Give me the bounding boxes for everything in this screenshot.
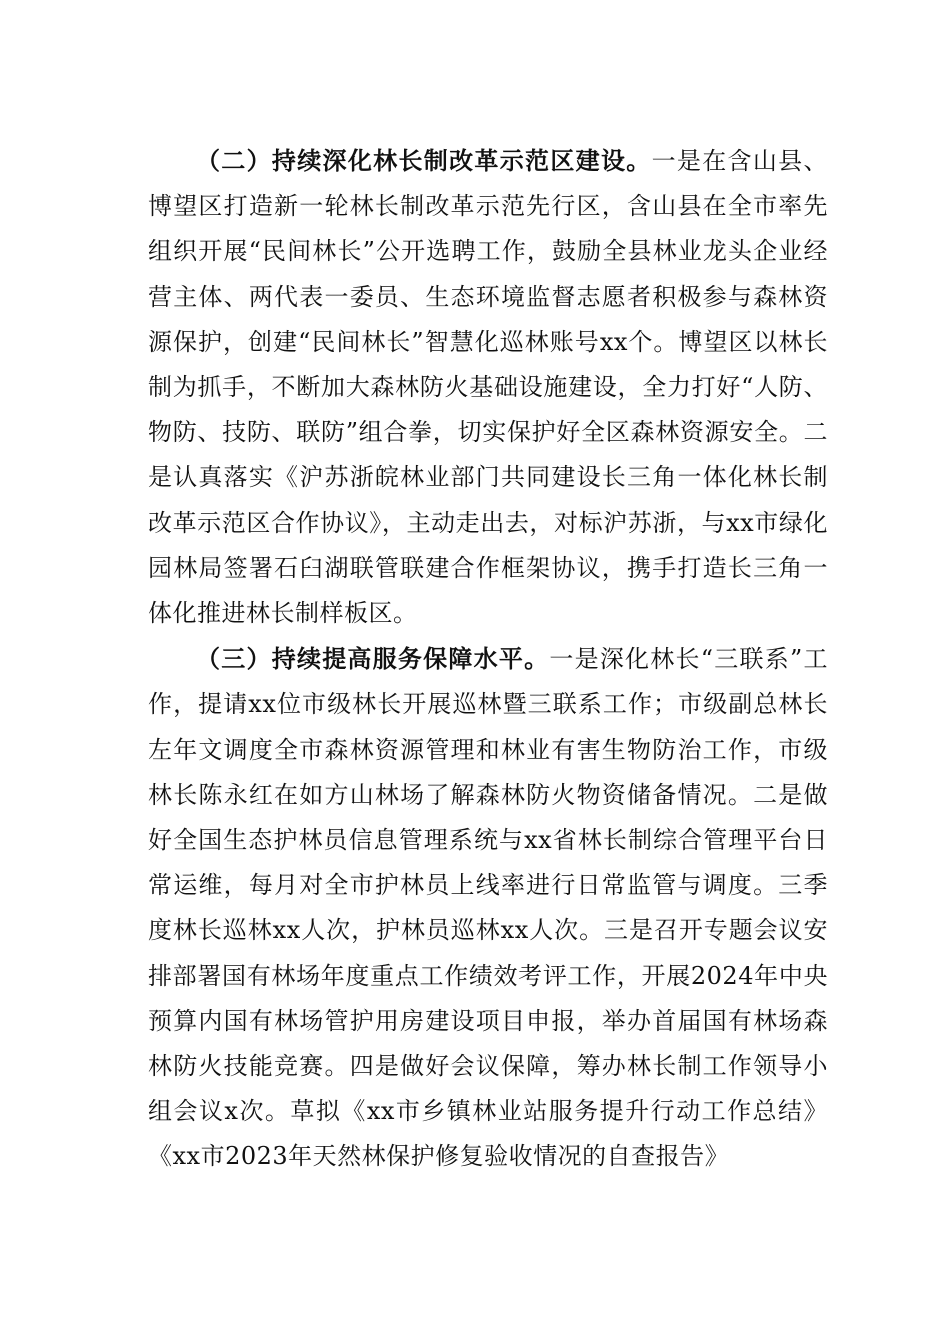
section-heading-2: （二）持续深化林长制改革示范区建设。	[196, 146, 652, 175]
paragraph-text-2: 一是在含山县、博望区打造新一轮林长制改革示范先行区，含山县在全市率先组织开展“民间林长”公开选聘工作，鼓励全县林业龙头企业经营主体、两代表一委员、生态环境监督志愿者积极参与森林资源保护，创建“民间林长”智慧化巡林账号xx个。博望区以林长制为抓手，不断加大森林防火基础设施建设，全力打好“人防、物防、技防、联防”组合拳，切实保护好全区森林资源安全。二是认真落实《沪苏浙皖林业部门共同建设长三角一体化林长制改革示范区合作协议》，主动走出去，对标沪苏浙，与xx市绿化园林局签署石臼湖联管联建合作框架协议，携手打造长三角一体化推进林长制样板区。	[148, 147, 828, 628]
paragraph-text-3: 一是深化林长“三联系”工作，提请xx位市级林长开展巡林暨三联系工作；市级副总林长左年文调度全市森林资源管理和林业有害生物防治工作，市级林长陈永红在如方山林场了解森林防火物资储备情况。二是做好全国生态护林员信息管理系统与xx省林长制综合管理平台日常运维，每月对全市护林员上线率进行日常监管与调度。三季度林长巡林xx人次，护林员巡林xx人次。三是召开专题会议安排部署国有林场年度重点工作绩效考评工作，开展2024年中央预算内国有林场管护用房建设项目申报，举办首届国有林场森林防火技能竞赛。四是做好会议保障，筹办林长制工作领导小组会议x次。草拟《xx市乡镇林业站服务提升行动工作总结》《xx市2023年天然林保护修复验收情况的自查报告》	[148, 645, 829, 1171]
paragraph-demonstration-zone	[148, 138, 828, 636]
document-body	[148, 138, 828, 1180]
paragraph-service-guarantee	[148, 636, 828, 1179]
section-heading-3: （三）持续提高服务保障水平。	[196, 644, 550, 674]
